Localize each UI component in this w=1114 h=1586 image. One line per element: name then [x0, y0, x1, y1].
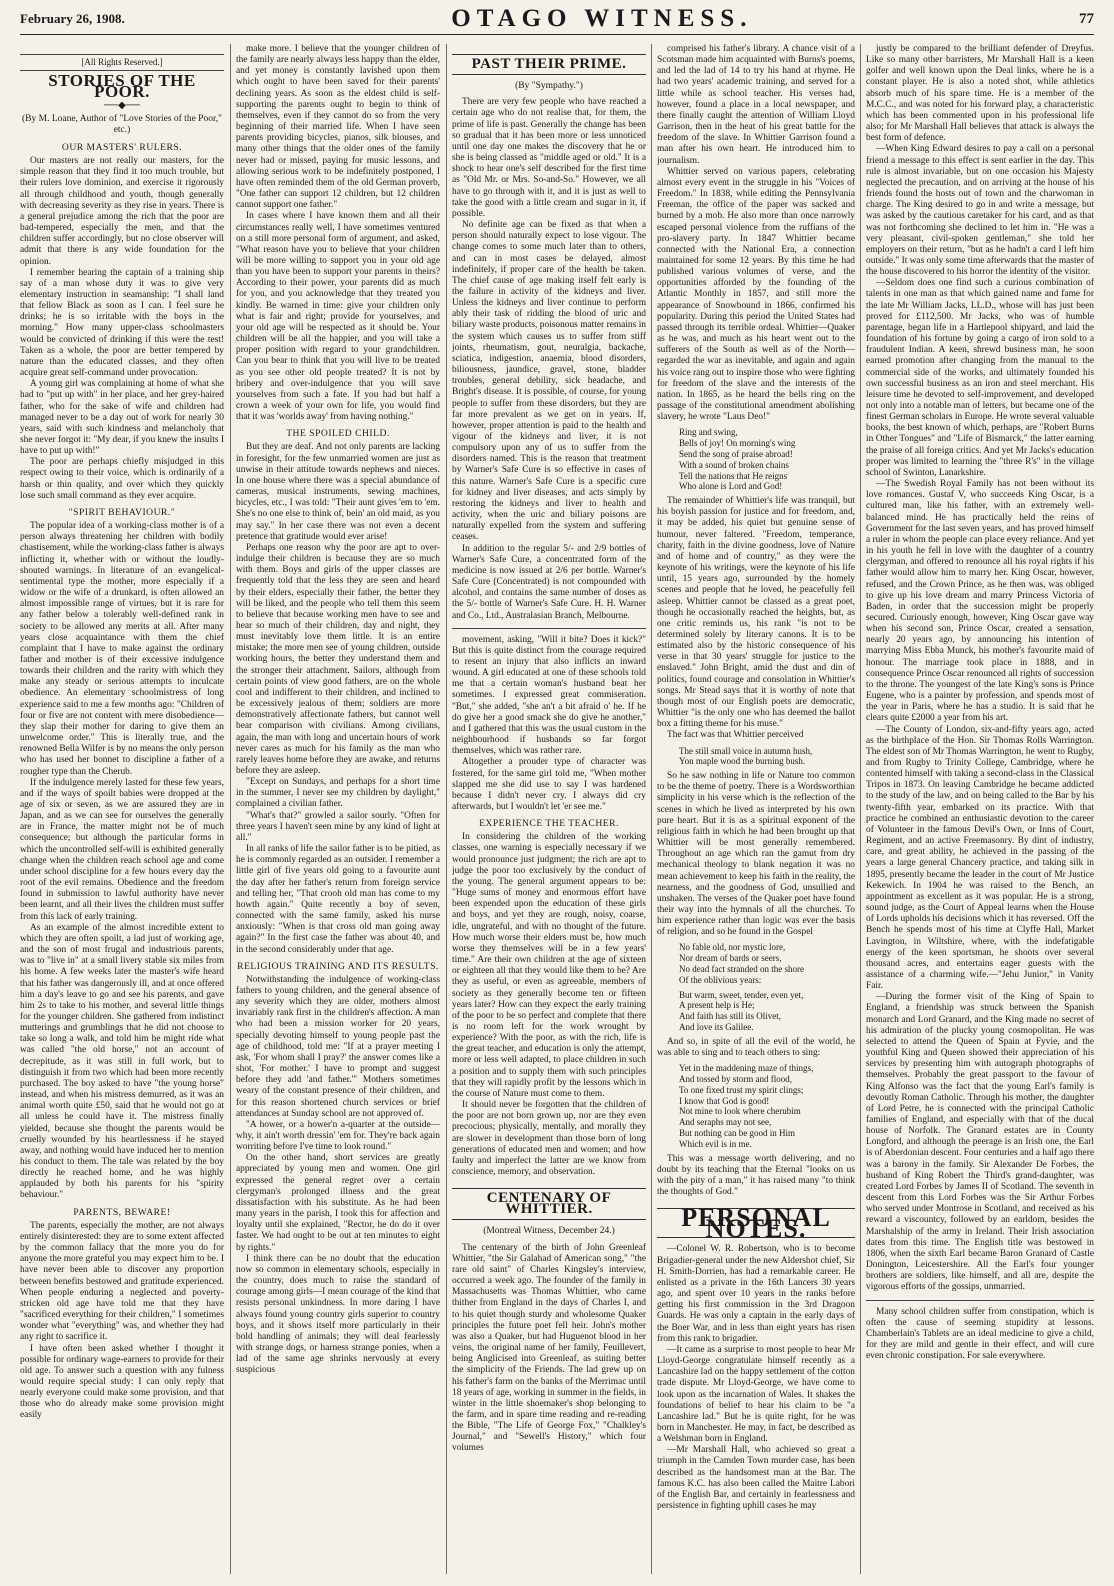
- paragraph: The parents, especially the mother, are not always entirely disinterested: they are to some extent affected by the common fallacy that the more you do for anyone the more grateful you may expect him to be. I have never been able to discover any proportion between benefits bestowed and gratitude experienced. When people enduring a neglected and poverty-stricken old age have told me that they have "sacrificed everything for their children," I sometimes wonder what "everything" was, and whether they had any right to sacrifice it.: [20, 1220, 224, 1343]
- poem-stanza: [679, 1063, 855, 1149]
- paragraph: In all ranks of life the sailor father is to be pitied, as he is commonly regarded as an outsider. I remember a little girl of five years old going to a favourite aunt the day after her father's return from foreign service and telling her, "That crooh old man has come to my howth again." Quite recently a boy of seven, connected with the same family, asked his nurse anxiously: "When is that cross old man going away again?" In the first case the father was about 40, and in the second considerably under that age.: [236, 844, 440, 955]
- personal-note: —It came as a surprise to most people to hear Mr Lloyd-George congratulate himself recently as a Lancashire lad on the happy settlement of the cotton trade dispute. Mr Lloyd-George, we have come to look upon as the incarnation of Wales. It shakes the foundations of belief to hear his claim to be "a Lancashire lad." But he is quite right, for he was born in Manchester. He may, in fact, be described as a Welshman born in England.: [657, 1344, 855, 1445]
- poem-line: Yon maple wood the burning bush.: [679, 756, 806, 767]
- poem-stanza: [679, 746, 855, 768]
- article-byline: (By M. Loane, Author of "Love Stories of the Poor," etc.): [22, 113, 222, 135]
- paragraph: In cases where I have known them and all their circumstances really well, I have sometimes ventured on a still more personal form of argument, and asked, "What reason have you to believe that your children will be more willing to support you in your old age than you have been to support your parents in theirs? According to their power, your parents did as much for you, and you acknowledge that they treated you kindly. Be warned in time: give your children only what is fair and right; provide for yourselves, and your old age will be respected as it should be. Your children will be all the happier, and you will take a proper position with regard to your grandchildren. Can you bear to think that you will live to be treated as you see other old people treated? It is not by bribery and over-indulgence that you will save yourselves from such a fate. If you had but half a crown a week of your own for life, you would find that it was 'worlds away' from having nothing.": [236, 211, 440, 423]
- paragraph: And so, in spite of all the evil of the world, he was able to sing and to teach others to sing:: [657, 1036, 855, 1058]
- column-rule: [651, 44, 652, 1574]
- paragraph: There are very few people who have reached a certain age who do not realise that, for them, the prime of life is past. Generally the change has been so gradual that it has been more or less unnoticed until one day one makes the discovery that he or she is being classed as "middle aged or old." It is a shock to hear one's self described for the first time as "Old Mr. or Mrs. So-and-So." However, we all have to go through with it, and it is just as well to take the good with a little cream and sugar in it, if possible.: [452, 97, 646, 219]
- paragraph: Perhaps one reason why the poor are apt to over-indulge their children is because they are so much with them. Boys and girls of the upper classes are frequently told that the less they are seen and heard by their elders, especially their father, the better they will be liked, and the people who tell them this seem to believe that because working men have to see and hear so much of their children, day and night, they must inevitably love them little. It is an entire mistake; the more men see of young children, outside working hours, the better they understand them and the stronger their attachment. Sailors, although from certain points of view good fathers, are on the whole cool and indifferent to their children, and inclined to be excessively jealous of them; soldiers are more demonstratively affectionate fathers, but cannot well bear comparison with civilians. Among civilians, again, the man with long and uncertain hours of work never cares as much for his family as the man who rarely leaves home before they are awake, and returns before they are asleep.: [236, 542, 440, 776]
- poem-line: Send the song of praise abroad!: [679, 448, 793, 459]
- column-5: [866, 44, 1094, 1576]
- advertisement-text: Many school children suffer from constipation, which is often the cause of seeming stupidity at lessons. Chamberlain's Tablets are an ideal medicine to give a child, for they are mild and gentle in their effect, and will cure even chronic constipation. For sale everywhere.: [866, 1306, 1094, 1362]
- section-heading: OUR MASTERS' RULERS.: [61, 141, 183, 153]
- paragraph: But they are deaf. And not only parents are lacking in foresight, for the few unmarried women are just as unwise in their attitude towards nephews and nieces. In one house where there was a special abundance of cameras, musical instruments, sewing machines, bicycles, etc., I was told: "Their aunt gives 'em to 'em. She's no one else to think of, bein' an old maid, as you may say." In her case there was not even a decent pretence that gratitude would ever arise!: [236, 442, 440, 542]
- poem-line: But warm, sweet, tender, even yet,: [679, 989, 804, 1000]
- article-headline: STORIES OF THE POOR.: [48, 71, 196, 102]
- article-headline: PERSONAL NOTES.: [657, 1208, 855, 1238]
- paragraph: The popular idea of a working-class mother is of a person always threatening her children with bodily chastisement, while the working-class father is always inflicting it, whether with or without the loudly-shouted warnings. In literature of an evangelical-sentimental type the mother, more especially if a widow or the wife of a drunkard, is often allowed an almost impossible range of virtues, but it is rare for any father below a tolerably well-defined rank in society to be allowed any merits at all. After many years close acquaintance with them the chief complaint that I have to make against the ordinary father and mother is of their excessive indulgence towards their children and the rarity with which they make any steady or serious attempts to inculcate obedience. An elementary schoolmistress of long experience said to me a few months ago: "Children of four or five are not content with mere disobedience—they slap their mother for daring to give them an unwelcome order." This is literally true, and the renowned Bella Wilfer is by no means the only person who has used her bonnet to discipline a father of a rougher type than the Cherub.: [20, 521, 224, 777]
- personal-note: —When King Edward desires to pay a call on a personal friend a message to this effect is sent earlier in the day. This rule is almost invariable, but on one occasion his Majesty neglected the precaution, and on arriving at the house of his friends found the hosts out of town and the charwoman in charge. The King desired to go in and write a message, but was asked by the cautious caretaker for his card, and as that was not forthcoming she declined to let him in. "He was a very pleasant, civil-spoken gentleman," she told her employers on their return, "but as he hadn't a card I left him outside." It was only some time afterwards that the master of the house discovered to his horror the identity of the visitor.: [866, 144, 1094, 278]
- poem-stanza: [679, 942, 855, 1032]
- paragraph: "What's that?" growled a sailor sourly. "Often for three years I haven't seen mine by any kind of light at all.": [236, 810, 440, 843]
- poem-line: Not mine to look where cherubim: [679, 1106, 801, 1117]
- poem-stanza: [679, 427, 855, 492]
- poem-line: No dead fact stranded on the shore: [679, 964, 804, 975]
- masthead: [20, 4, 1094, 35]
- paragraph: comprised his father's library. A chance visit of a Scotsman made him acquainted with Burns's poems, and led the lad of 14 to try his hand at rhyme. He had two years' academic training, and served for a little while as school teacher. His verses had, however, found a place in a local newspaper, and there finally caught the attention of William Lloyd Garrison, then in the heat of his great battle for the freedom of the slave. In Whittier Garrison found a man after his own heart. He introduced him to journalism.: [657, 44, 855, 166]
- article-byline: (By "Sympathy."): [515, 81, 583, 92]
- paragraph: Notwithstanding the indulgence of working-class fathers to young children, and the general absence of any severity which they are older, mothers almost invariably rank first in the children's affection. A man who had been a mission worker for 20 years, specially devoting himself to young people past the age of childhood, told me: "If at a prayer meeting I ask, 'For whom shall I pray?' the answer comes like a shot, 'For mother.' I have to prompt and suggest before they add 'and father.'" Mothers sometimes weary of the constant presence of their children, and for this reason shortened church services or brief attendances at Sunday school are not approved of.: [236, 974, 440, 1119]
- section-heading: "SPIRIT BEHAVIOUR.": [68, 506, 176, 518]
- paragraph: Altogether a prouder type of character was fostered, for the same girl told me, "When mother slapped me she did use to say I was hardened because I didn't never cry. I always did cry afterwards, but I wouldn't let 'er see me.": [452, 757, 646, 812]
- personal-note: —Mr Marshall Hall, who achieved so great a triumph in the Camden Town murder case, has been described as the handsomest man at the Bar. The famous K.C. has also been called the Maitre Labori of the English Bar, and certainly in fearlessness and persistence in fighting uphill cases he may: [657, 1445, 855, 1512]
- paragraph: No definite age can be fixed as that when a person should naturally expect to lose vigour. The change comes to some much later than to others, and can in most cases be delayed, almost indefinitely, if proper care of the health be taken. The chief cause of age making itself felt early is the failure in activity of the kidneys and liver. Unless the kidneys and liver continue to perform ably their task of ridding the blood of uric and biliary waste products, poisonous matter remains in the system which causes us to suffer from stiff joints, rheumatism, gout, neuralgia, backache, sciatica, indigestion, anaemia, blood disorders, biliousness, jaundice, gravel, stone, bladder troubles, general debility, sick headache, and Bright's disease. It is possible, of course, for young people to suffer from these disorders, but they are far more prevalent as we get on in years. If, however, proper attention is paid to the health and vigour of the kidneys and liver, it is not compulsory upon any of us to suffer from the disorders named. This is the reason that treatment by Warner's Safe Cure is so effective in cases of this nature. Warner's Safe Cure is a specific cure for kidney and liver diseases, and acts simply by restoring the kidneys and liver to health and activity, when the uric and biliary poisons are naturally expelled from the system and suffering ceases.: [452, 220, 646, 543]
- poem-line: The still small voice in autumn hush,: [679, 745, 813, 756]
- newspaper-title: OTAGO WITNESS.: [451, 5, 753, 32]
- poem-line: And tossed by storm and flood,: [679, 1073, 792, 1084]
- poem-line: And love its Galilee.: [679, 1022, 754, 1033]
- paragraph: The poor are perhaps chiefly misjudged in this respect owing to their voice, which is ordinarily of a harsh or thin quality, and over which they quickly lose such small command as they ever acquire.: [20, 457, 224, 501]
- divider: [866, 1300, 1094, 1301]
- poem-line: Who alone is Lord and God!: [679, 481, 783, 492]
- poem-line: I know that God is good!: [679, 1095, 770, 1106]
- paragraph: I remember hearing the captain of a training ship say of a man whose duty it was to give very elementary instruction in seamanship: "I shall land that fellow Black as soon as I can. I feel sure he drinks; he is so irritable with the boys in the morning." How many upper-class schoolmasters would be convicted of drinking if this were the test! Taken as a whole, the poor are better tempered by nature than the educated classes, and they often acquire great self-command under provocation.: [20, 267, 224, 379]
- poem-line: Of the oblivious years:: [679, 974, 762, 985]
- paragraph: The remainder of Whittier's life was tranquil, but his boyish passion for justice and for freedom, and, it may be added, his quiet but genuine sense of humour, never faltered. "Freedom, temperance, charity, faith in the divine goodness, love of Nature and of home and of country," as they were the keynote of his writings, were the keynote of his life until, 15 years ago, surrounded by the homely scenes and people that he loved, he peacefully fell asleep. Whittier cannot be classed as a great poet, though he occasionally reached the heights, but, as one critic reminds us, his rank "is not to be determined solely by literary canons. It is to be estimated also by the historic consequence of his verse in that 30 years' struggle for justice to the enslaved." John Bright, amid the dust and din of politics, found courage and consolation in Whittier's songs. Mr Stead says that it is worthy of note that though most of our English poets are democratic, Whittier "is the only one who has deemed the ballot box a fitting theme for his muse.": [657, 496, 855, 730]
- poem-line: Yet in the maddening maze of things,: [679, 1063, 814, 1074]
- poem-line: A present help is He;: [679, 1000, 755, 1011]
- personal-note: —During the former visit of the King of Spain to England, a friendship was struck between the Spanish monarch and Lord Granard, and the King made no secret of his admiration of the plucky young cosmopolitan. He was selected to attend the Queen of Spain at Fyvie, and the youthful King and Queen showed their appreciation of his services by presenting him with autograph photographs of themselves. Probably the great passport to the favour of King Alfonso was the fact that the young Earl's family is devoutly Roman Catholic. Through his mother, the daughter of Lord Petre, he is connected with the principal Catholic families of England, and especially with that of the ducal house of Norfolk. The Granard estates are in County Longford, and although the peerage is an Irish one, the Earl is of Aberdonian descent. Four centuries and a half ago there was a barony in the family. Sir Alexander De Forbes, the husband of King Robert the Third's grand-daughter, was created Lord Forbes by James II of Scotland. The seventh in descent from this Lord Forbes was the Sir Arthur Forbes who served under Montrose in Scotland, and received as his reward a viscountcy, followed by an earldom, besides the Marshalship of the army in Ireland. Their Irish association dates from this time. The English title was bestowed in 1806, when the sixth Earl became Baron Granard of Castle Donington, Leicestershire. All the Earl's four younger brothers are soldiers, like himself, and all are, despite the vigorous efforts of the gossips, unmarried.: [866, 992, 1094, 1293]
- personal-note: —The Swedish Royal Family has not been without its love romances. Gustaf V, who succeeds King Oscar, is a cultured man, like his father, with an extremely well-balanced mind. He has practically held the reins of Government for the last seven years, and has proved himself a ruler in whom the people can place every reliance. And yet in his youth he fell in love with the daughter of a country clergyman, and offered to renounce all his royal rights if his father would allow him to marry her. King Oscar, however, refused, and the Crown Prince, as he then was, was obliged to give up his love dream and marry Princess Victoria of Baden, in order that the succession might be properly secured. Curiously enough, however, King Oscar gave way when his second son, Prince Oscar, created a sensation, nearly 20 years ago, by announcing his intention of marrying Miss Ebba Munck, his mother's favourite maid of honour. The marriage took place in 1888, and in consequence Prince Oscar renounced all rights of succession to the throne. The youngest of the late King's sons is Prince Eugene, who is a painter by profession, and spends most of the year in Paris, where he has a studio. It is said that he clears quite £2000 a year from his art.: [866, 479, 1094, 724]
- paragraph: Our masters are not really our masters, for the simple reason that they find it too much trouble, but their rulers love dominion, and exercise it rigorously all through childhood and youth, though generally with decreasing severity as they rise in years. There is a general prejudice among the rich that the poor are bad-tempered, especially the men, and that the children suffer accordingly, but no close observer will admit that there is any wide foundation for the opinion.: [20, 156, 224, 267]
- article-headline: PAST THEIR PRIME.: [452, 54, 646, 75]
- poem-line: But nothing can be good in Him: [679, 1127, 795, 1138]
- column-rule: [446, 44, 447, 1574]
- paragraph: This was a message worth delivering, and no doubt by its teaching that the Eternal "looks on us with the pity of a man," it has raised many "to think the thoughts of God.": [657, 1153, 855, 1197]
- column-3: [452, 44, 646, 1576]
- column-rule: [230, 44, 231, 1574]
- poem-line: And faith has still its Olivet,: [679, 1011, 781, 1022]
- paragraph: "A hower, or a hower'n a-quarter at the outside—why, it ain't worth dressin' 'em for. They're back again worriting before I've time to look round.": [236, 1119, 440, 1153]
- paragraph: I have often been asked whether I thought it possible for ordinary wage-earners to provide for their old age. To answer such a question with any fulness would require special study: I can only reply that nearly everyone could make some provision, and that those who do already make some provision might easily: [20, 1343, 224, 1421]
- paragraph: It should never be forgotten that the children of the poor are not born grown up, nor are they even precocious; physically, mentally, and morally they are slower in development than those born of long generations of educated men and women; and how faulty and imperfect the latter are we know from conscience, memory, and observation.: [452, 1100, 646, 1177]
- column-1: [20, 44, 224, 1576]
- poem-line: With a sound of broken chains: [679, 459, 789, 470]
- poem-line: Which evil is in me.: [679, 1138, 752, 1149]
- personal-note: —Seldom does one find such a curious combination of talents in one man as that which gained name and fame for the late Mr William Jacks, LL.D., whose will has just been proved for £112,500. Mr Jacks, who was of humble parentage, began life in a Hartlepool shipyard, and laid the foundation of his fortune by going a cargo of iron sold to a fraudulent Indian. A keen, shrewd business man, he soon earned promotion after changing from the manual to the commercial side of the works, and ultimately founded his own successful business as an iron and steel merchant. His leisure time he devoted to self-improvement, and developed not only into a notable man of letters, but became one of the finest German scholars in Europe. He wrote several valuable books, the best known of which, perhaps, are "Robert Burns in Other Tongues" and "Life of Bismarck," the latter earning the praise of all foreign critics. And yet Mr Jacks's education proper was limited to learning the "three R's" in the village school of Swinton, Lanarkshire.: [866, 278, 1094, 478]
- poem-line: And seraphs may not see,: [679, 1117, 772, 1128]
- paragraph: make more. I believe that the younger children of the family are nearly always less happy than the elder, and yet money is constantly lavished upon them which ought to have been saved for their parents' declining years. As soon as the eldest child is self-supporting the parents ought to begin to think of themselves, even if they cannot do so from the very beginning of their married life. When I have seen parents providing bicycles, pianos, silk blouses, and many other things that the older ones of the family never had or missed, paying for music lessons, and allowing serious work to be indefinitely postponed, I have often reminded them of the old German proverb, "One father can support 12 children, but 12 children cannot support one father.": [236, 44, 440, 211]
- article-headline: CENTENARY OF WHITTIER.: [452, 1188, 646, 1220]
- paragraph: So he saw nothing in life or Nature too common to be the theme of poetry. There is a Wordsworthian simplicity in his verse which is the reflection of the scenes in which he lived as interpreted by his own pure heart. But it is as a spiritual exponent of the religious faith in which he had been brought up that Whittier will be most generally remembered. Throughout an age which ran the gamut from dry mechanical theology to blank negation it was no mean achievement to keep his faith in the reality, the nearness, and the goodness of God, unsullied and unshaken. The verses of the Quaker poet have found their way into the hymnals of all the churches. To him experience rather than logic was ever the basis of religion, and so he found in the Gospel: [657, 771, 855, 938]
- paragraph: On the other hand, short services are greatly appreciated by young men and women. One girl expressed the general regret over a certain clergyman's prolonged illness and the great dissatisfaction with his substitute. As he had been many years in the parish, I took this for affection and loyalty until she explained, "Rector, he do do it over faster. We had ought to be out at ten minutes to eight by rights.": [236, 1153, 440, 1253]
- paragraph: movement, asking, "Will it bite? Does it kick?" But this is quite distinct from the courage required to resent an injury that also inflicts an inward wound. A girl educated at one of these schools told me that a certain woman's husband beat her sometimes. I expressed great commiseration. "But," she added, "she an't a bit afraid o' he. If he do give her a good smack she do give he another," and I gathered that this was the usual custom in the neighbourhood if husbands so far forgot themselves, which was rather rare.: [452, 634, 646, 757]
- poem-line: Tell the nations that He reigns: [679, 470, 788, 481]
- personal-note: —The County of London, six-and-fifty years ago, acted as the birthplace of the Hon. Sir Thomas Rolls Warrington. The eldest son of Mr Thomas Warrington, he went to Rugby, and from Rugby to Trinity College, Cambridge, where he contented himself with taking a second-class in the Classical Tripos in 1873. On leaving Cambridge he became addicted to the study of the law, and on being called to the Bar by his twenty-fifth year, embarked on its practice. With that practice he combined an enthusiastic devotion to the career of Volunteer in the famous Devil's Own, or Inns of Court, Regiment, and an active Freemasonry. By dint of industry, care, and great ability, he achieved in the passing of the years a large general Chancery practice, and taking silk in 1895, presently became the leader in the court of Mr Justice Kekewich. In 1904 he was raised to the Bench, an appointment as excellent as it was popular. He is a strong, sound judge, as the Court of Appeal learns when the House of Lords upholds his decisions which it has reversed. Off the Bench he spends most of his time at Clyffe Hall, Market Lavington, in Wiltshire, where, with the indefatigable energy of the keen sportsman, he shoots over several thousand acres, and entertains eager guests with the assistance of a charming wife.—"Jehu Junior," in Vanity Fair.: [866, 724, 1094, 992]
- paragraph: In considering the children of the working classes, one warning is especially necessary if we would pronounce just judgment; the rich are apt to judge the poor too exclusively by the conduct of the young. The general argument appears to be: "Huge sums of money and enormous effort have been expended upon the education of these girls and boys, and yet they are rough, noisy, coarse, idle, ungrateful, and with no thought of the future. How much worse their elders must be, how much worse they themselves will be in a few years' time." Are their own children at the age of sixteen or eighteen all that they would like them to be? Are they as useful, or even as agreeable, members of society as they generally become ten or fifteen years later? How can they expect the early training of the poor to be so perfect and complete that there is no room left for the work wrought by experience? With the poor, as with the rich, life is the great teacher, and education is only the attempt, more or less well adapted, to place children in such a position and to supply them with such principles that they will rapidly profit by the lessons which in the course of Nature must come to them.: [452, 832, 646, 1099]
- paragraph: If the indulgence merely lasted for these few years, and if the ways of spoilt babies were dropped at the age of six or seven, as we are assured they are in Japan, and as we can see for ourselves the generally are in France, the matter might not be of much consequence; but although the particular forms in which the uncontrolled self-will is exhibited generally change when the children reach school age and come under school discipline for a few hours every day the root of the evil remains. Obedience and the freedom found in submission to lawful authority have never been learnt, and all their lives the children must suffer from this lack of early training.: [20, 777, 224, 922]
- poem-line: Bells of joy! On morning's wing: [679, 438, 796, 449]
- personal-note: —Colonel W. R. Robertson, who is to become Brigadier-general under the new Aldershot chief, Sir H. Smith-Dorrien, has had a remarkable career. He enlisted as a private in the 16th Lancers 30 years ago, and spent over 10 years in the ranks before getting his first commission in the 3rd Dragoon Guards. He was only a captain in the early days of the Boer War, and in less than eight years has risen from this rank to brigadier.: [657, 1244, 855, 1344]
- issue-date: February 26, 1908.: [20, 11, 125, 26]
- paragraph: I think there can be no doubt that the education now so common in elementary schools, especially in the country, does much to raise the standard of courage among girls—I mean courage of the kind that resists personal unkindness. In more daring I have always found young country girls superior to country boys, and it shows itself more particularly in their bold handling of animals; they will deal fearlessly with strange dogs, or harness strange ponies, when a lad of the same age shrinks nervously at every suspicious: [236, 1253, 440, 1376]
- page-number: 77: [1078, 10, 1094, 27]
- poem-line: No fable old, nor mystic lore,: [679, 942, 786, 953]
- divider-ornament: ──◆──: [103, 100, 141, 112]
- rights-notice: [All Rights Reserved.]: [20, 54, 224, 71]
- section-heading: RELIGIOUS TRAINING AND ITS RESULTS.: [237, 960, 439, 972]
- column-2: [236, 44, 440, 1576]
- paragraph: Whittier served on various papers, celebrating almost every event in the struggle in his "Voices of Freedom." In 1838, while editing the Pennsylvania Freeman, the office of the paper was sacked and burned by a mob. He also more than once narrowly escaped personal violence from the ruffians of the pro-slavery party. In 1847 Whittier became connected with the National Era, a connection maintained for some 12 years. By this time he had published various volumes of verse, and the opportunities afforded by the founding of the Atlantic Monthly in 1857, and still more the appearance of Snowbound in 1866, confirmed his popularity. During this period the United States had passed through its terrible ordeal. Whittier—Quaker as he was, and much as his heart went out to the sufferers of the South as well as of the North—regarded the war as inevitable, and again and again his voice rang out to inspire those who were fighting for freedom of the slave and the interests of the nation. In 1865, as he heard the bells ring on the passage of the constitutional amendment abolishing slavery, he wrote "Laus Deo!": [657, 166, 855, 423]
- poem-line: To one fixed trust my spirit clings;: [679, 1084, 804, 1095]
- section-heading: EXPERIENCE THE TEACHER.: [479, 818, 619, 830]
- paragraph: The fact was that Whittier perceived: [667, 730, 804, 741]
- poem-line: Nor dream of bards or seers,: [679, 953, 782, 964]
- paragraph: As an example of the almost incredible extent to which they are often spoilt, a lad just of working age, and the son of most frugal and industrious parents, was to "live in" at a small livery stable six miles from his home. A few weeks later the master's wife heard that his father was dangerously ill, and at once offered him a day's leave to go and see his parents, and gave him 2s to take to his mother, and several little things for the younger children. She gathered from indistinct mutterings and grumblings that he did not choose to take so long a walk, and told him he might ride what was called "the old horse," not an account of decrepitude, as it was still in full work, but to distinguish it from two which had been more recently purchased. The boy asked to have "the young horse" instead, and when his mistress demurred, as it was an animal worth quite £50, said that he would not go at all unless he could have it. The mistress finally yielded, because she thought the parents would be cruelly wounded by his heartlessness if he stayed away, and nothing would have induced her to mention his conduct to them. The tale was related by the boy directly he reached home, and he was highly applauded by both his parents for his "spirity behaviour.": [20, 922, 224, 1201]
- column-4: [657, 44, 855, 1576]
- paragraph: A young girl was complaining at home of what she had to "put up with" in her place, and her grey-haired father, who for the sake of wife and children had managed never to be a day out of work for nearly 30 years, said with such kindness and melancholy that she never forgot it: "My dear, if you knew the insults I have to put up with!": [20, 379, 224, 457]
- divider: [452, 628, 646, 629]
- paragraph: "Except on Sundays, and perhaps for a short time in the summer, I never see my children by daylight," complained a civilian father.: [236, 777, 440, 810]
- article-byline: (Montreal Witness, December 24.): [483, 1226, 615, 1237]
- column-rule: [860, 44, 861, 1574]
- section-heading: THE SPOILED CHILD.: [286, 428, 390, 440]
- paragraph: In addition to the regular 5/- and 2/9 bottles of Warner's Safe Cure, a concentrated form of the medicine is now issued at 2/6 per bottle. Warner's Safe Cure (Concentrated) is not compounded with alcohol, and contains the same number of doses as the 5/- bottle of Warner's Safe Cure. H. H. Warner and Co., Ltd., Australasian Branch, Melbourne.: [452, 543, 646, 621]
- paragraph: justly be compared to the brilliant defender of Dreyfus. Like so many other barristers, Mr Marshall Hall is a keen golfer and well known upon the Deal links, where he is a constant player. He is also a noted shot, while athletics absorb much of his spare time. He is a member of the M.C.C., and was noted for his forward play, a characteristic which has been commented upon in his professional life also; for Mr Marshall Hall believes that attack is always the best form of defence.: [866, 44, 1094, 144]
- section-heading: PARENTS, BEWARE!: [73, 1206, 171, 1218]
- poem-line: Ring and swing,: [679, 427, 738, 438]
- paragraph: The centenary of the birth of John Greenleaf Whittier, "the Sir Galahad of American song," "the rare old saint" of Charles Kingsley's interview, occurred a week ago. The founder of the family in Massachusetts was Thomas Whittier, who came thither from England in the days of Charles I, and to his quiet though sturdy and wholesome Quaker principles the future poet fell heir. John's mother was also a Quaker, but had Huguenot blood in her veins, the original name of her family, Feuillevert, being Anglicised into Greenleaf, as suiting better the simplicity of the Friends. The lad grew up on his father's farm on the banks of the Merrimac until 18 years of age, working in summer in the fields, in winter in the little shoemaker's shop belonging to the farm, and in spare time reading and re-reading the Bible, "The Life of George Fox," "Chalkley's Journal," and "Sewell's History," which four volumes: [452, 1242, 646, 1454]
